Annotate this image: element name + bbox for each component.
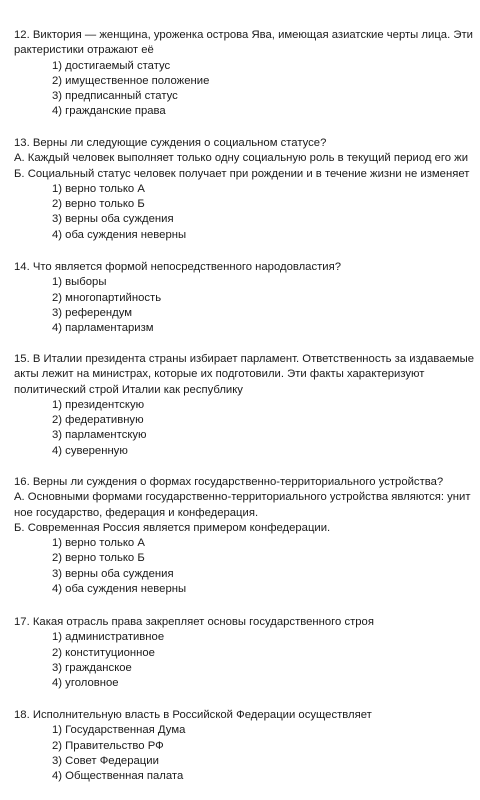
question-12 (0, 28, 480, 120)
answer-option: 3) Совет Федерации (52, 754, 159, 767)
answer-option: 1) административное (52, 631, 165, 644)
question-text: 13. Верны ли следующие суждения о социальном статусе? (14, 137, 327, 149)
answer-option: 1) верно только А (52, 182, 145, 195)
answer-option: 4) уголовное (52, 677, 119, 690)
answer-option: 3) референдум (52, 306, 133, 319)
answer-option: 2) Правительство РФ (52, 739, 164, 752)
answer-option: 2) федеративную (52, 414, 144, 427)
question-14 (0, 260, 480, 336)
answer-option: 1) верно только А (52, 537, 145, 550)
question-16 (0, 475, 480, 597)
answer-option: 2) верно только Б (52, 198, 145, 211)
question-17 (0, 615, 480, 691)
answer-option: 2) многопартийность (52, 291, 162, 304)
question-text: 17. Какая отрасль права закрепляет основы государственного строя (14, 616, 374, 628)
judgment-b: Б. Современная Россия является примером конфедерации. (14, 521, 331, 534)
judgment-a: А. Основными формами государственно-территориального устройства являются: унит (14, 491, 471, 504)
answer-option: 4) парламентаризм (52, 322, 154, 335)
judgment-a: А. Каждый человек выполняет только одну социальную роль в текущий период его жи (14, 152, 469, 165)
question-text: 14. Что является формой непосредственного народовластия? (14, 261, 342, 273)
answer-option: 4) оба суждения неверны (52, 228, 187, 241)
answer-option: 4) оба суждения неверны (52, 583, 187, 596)
answer-option: 2) конституционное (52, 646, 155, 659)
answer-option: 4) гражданские права (52, 105, 166, 118)
answer-option: 3) гражданское (52, 661, 132, 674)
answer-option: 3) верны оба суждения (52, 213, 174, 226)
answer-option: 3) парламентскую (52, 429, 147, 442)
question-18 (0, 708, 480, 784)
answer-option: 1) выборы (52, 276, 107, 289)
answer-option: 4) Общественная палата (52, 770, 184, 783)
answer-option: 2) имущественное положение (52, 74, 210, 87)
question-text: 16. Верны ли суждения о формах государственно-территориального устройства? (14, 476, 444, 488)
question-15 (0, 352, 480, 459)
answer-option: 4) суверенную (52, 444, 128, 457)
question-text: акты лежит на министрах, которые их подготовили. Эти факты характеризуют (14, 368, 425, 381)
answer-option: 3) верны оба суждения (52, 567, 174, 580)
question-text: 15. В Италии президента страны избирает парламент. Ответственность за издаваемые (14, 353, 474, 365)
question-text: 18. Исполнительную власть в Российской Федерации осуществляет (14, 709, 372, 721)
question-13 (0, 136, 480, 243)
answer-option: 3) предписанный статус (52, 90, 178, 103)
question-text: политический строй Италии как республику (14, 383, 243, 396)
question-text: 12. Виктория — женщина, уроженка острова Ява, имеющая азиатские черты лица. Эти (14, 29, 473, 41)
answer-option: 1) президентскую (52, 398, 145, 411)
judgment-a-continued: ное государство, федерация и конфедерация. (14, 506, 259, 519)
answer-option: 1) Государственная Дума (52, 724, 186, 737)
answer-option: 2) верно только Б (52, 552, 145, 565)
answer-option: 1) достигаемый статус (52, 59, 171, 72)
question-text: рактеристики отражают её (14, 44, 154, 57)
judgment-b: Б. Социальный статус человек получает при рождении и в течение жизни не изменяет (14, 167, 470, 180)
